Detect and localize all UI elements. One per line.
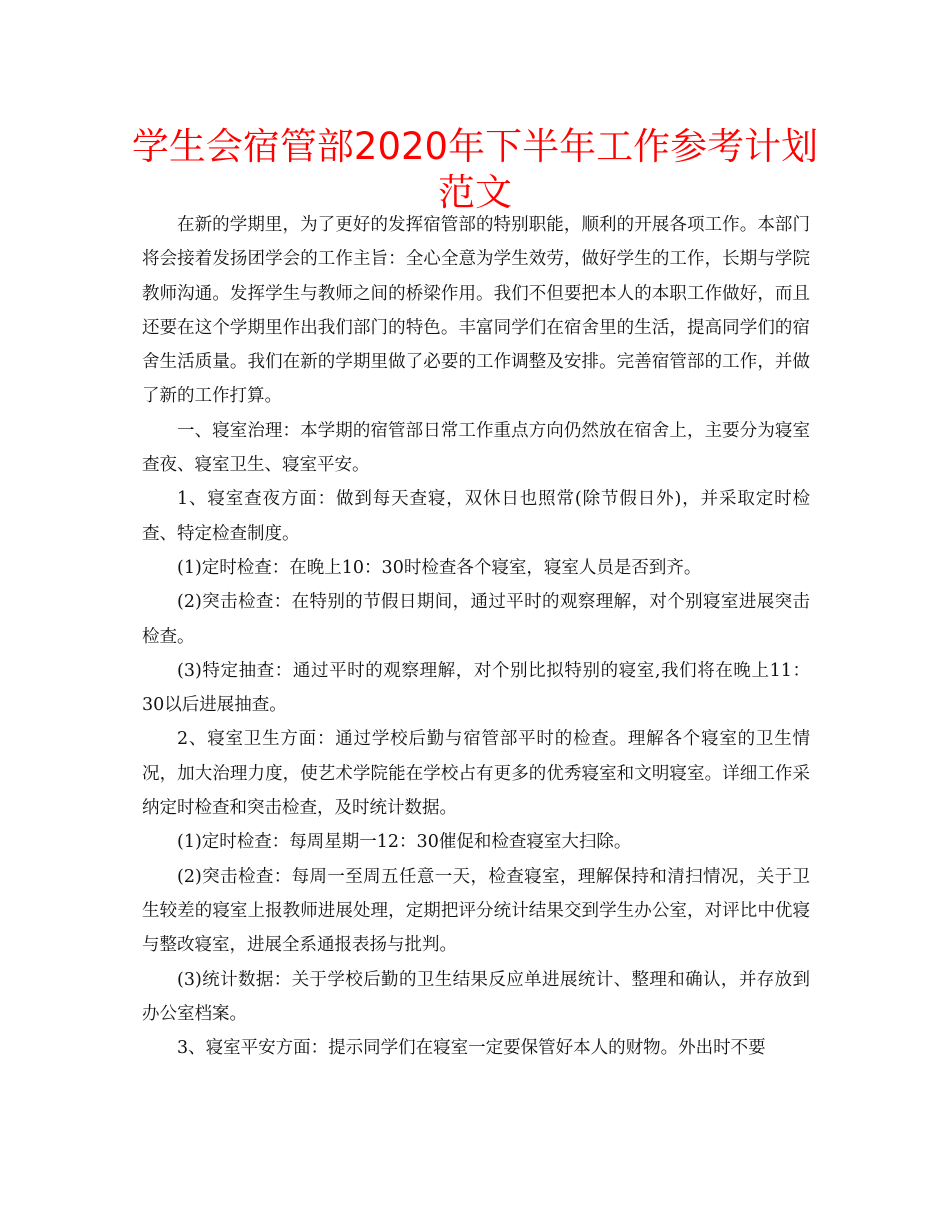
item-night-check: 1、寝室查夜方面：做到每天查寝，双休日也照常(除节假日外)，并采取定时检查、特定检查制度。 [142, 489, 810, 544]
subitem-scheduled-check: (1)定时检查：在晚上10：30时检查各个寝室，寝室人员是否到齐。 [177, 557, 702, 578]
subitem-hygiene-surprise: (2)突击检查：每周一至周五任意一天，检查寝室，理解保持和清扫情况，关于卫生较差的寝室上报教师进展处理，定期把评分统计结果交到学生办公室，对评比中优寝与整改寝室，进展全系通报表扬与批判。 [142, 866, 810, 956]
document-title: 学生会宿管部2020年下半年工作参考计划 [131, 125, 819, 168]
document-body [142, 208, 810, 1065]
subitem-hygiene-scheduled: (1)定时检查：每周星期一12：30催促和检查寝室大扫除。 [177, 832, 632, 853]
intro-paragraph: 在新的学期里，为了更好的发挥宿管部的特别职能，顺利的开展各项工作。本部门将会接着发扬团学会的工作主旨：全心全意为学生效劳，做好学生的工作，长期与学院教师沟通。发挥学生与教师之间的桥梁作用。我们不但要把本人的本职工作做好，而且还要在这个学期里作出我们部门的特色。丰富同学们在宿舍里的生活，提高同学们的宿舍生活质量。我们在新的学期里做了必要的工作调整及安排。完善宿管部的工作，并做了新的工作打算。 [142, 215, 810, 407]
item-safety: 3、寝室平安方面：提示同学们在寝室一定要保管好本人的财物。外出时不要 [177, 1038, 766, 1059]
item-hygiene: 2、寝室卫生方面：通过学校后勤与宿管部平时的检查。理解各个寝室的卫生情况，加大治理力度，使艺术学院能在学校占有更多的优秀寝室和文明寝室。详细工作采纳定时检查和突击检查，及时统计数据。 [142, 729, 810, 819]
document-title-continued: 范文 [438, 171, 512, 214]
subitem-surprise-check: (2)突击检查：在特别的节假日期间，通过平时的观察理解，对个别寝室进展突击检查。 [142, 592, 810, 647]
subitem-spot-check: (3)特定抽查：通过平时的观察理解，对个别比拟特别的寝室,我们将在晚上11：30以后进展抽查。 [142, 660, 810, 716]
subitem-statistics: (3)统计数据：关于学校后勤的卫生结果反应单进展统计、整理和确认，并存放到办公室档案。 [142, 969, 810, 1024]
section-heading-dorm-management: 一、寝室治理：本学期的宿管部日常工作重点方向仍然放在宿舍上，主要分为寝室查夜、寝室卫生、寝室平安。 [142, 420, 810, 476]
